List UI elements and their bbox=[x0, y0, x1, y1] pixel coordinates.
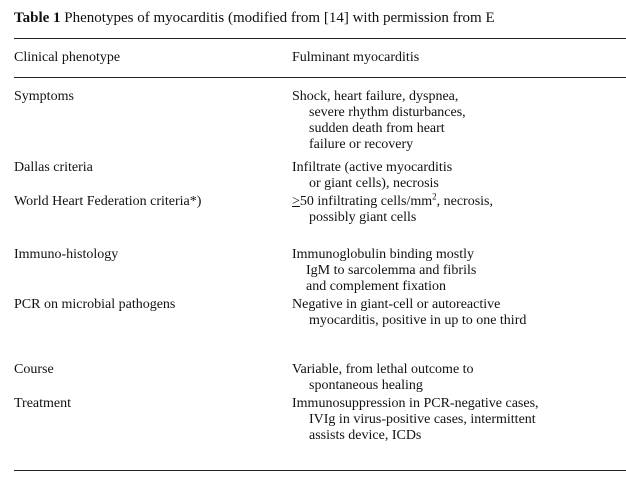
row-value bbox=[292, 89, 622, 153]
row-feature: PCR on microbial pathogens bbox=[14, 297, 176, 312]
row-feature: Dallas criteria bbox=[14, 160, 93, 175]
row-feature: Treatment bbox=[14, 396, 72, 411]
necrosis-text: , necrosis, bbox=[436, 194, 493, 209]
header-rule bbox=[14, 77, 626, 78]
value-line: or giant cells), necrosis bbox=[309, 176, 439, 191]
row-value bbox=[292, 247, 622, 295]
value-line: myocarditis, positive in up to one third bbox=[309, 313, 527, 328]
value-line: Shock, heart failure, dyspnea, bbox=[292, 89, 459, 104]
value-line bbox=[292, 191, 622, 210]
cell-count-text: 50 infiltrating cells/mm bbox=[299, 194, 433, 209]
row-value bbox=[292, 191, 622, 226]
value-line: IgM to sarcolemma and fibrils bbox=[306, 263, 477, 278]
value-line: and complement fixation bbox=[306, 279, 446, 294]
row-feature: Symptoms bbox=[14, 89, 74, 104]
value-line: possibly giant cells bbox=[309, 210, 417, 225]
greater-equal-symbol: > bbox=[292, 194, 300, 209]
superscript-two: 2 bbox=[432, 191, 437, 202]
table-caption bbox=[14, 8, 626, 28]
value-line: spontaneous healing bbox=[309, 378, 423, 393]
row-value bbox=[292, 362, 622, 394]
bottom-rule bbox=[14, 470, 626, 471]
table-title: Phenotypes of myocarditis (modified from [14] with permission from E bbox=[64, 10, 495, 26]
value-line: Immunoglobulin binding mostly bbox=[292, 247, 475, 262]
value-line: assists device, ICDs bbox=[309, 428, 422, 443]
value-line: Negative in giant-cell or autoreactive bbox=[292, 297, 501, 312]
header-clinical-phenotype: Clinical phenotype bbox=[14, 50, 121, 65]
row-value bbox=[292, 396, 622, 444]
table-label: Table 1 bbox=[14, 10, 61, 26]
row-feature: World Heart Federation criteria*) bbox=[14, 194, 202, 209]
value-line: IVIg in virus-positive cases, intermittent bbox=[309, 412, 536, 427]
value-line: severe rhythm disturbances, bbox=[309, 105, 466, 120]
row-feature: Immuno-histology bbox=[14, 247, 119, 262]
row-feature: Course bbox=[14, 362, 54, 377]
row-value bbox=[292, 160, 622, 192]
value-line: Infiltrate (active myocarditis bbox=[292, 160, 453, 175]
top-rule bbox=[14, 38, 626, 39]
value-line: Variable, from lethal outcome to bbox=[292, 362, 474, 377]
value-line: failure or recovery bbox=[309, 137, 414, 152]
header-fulminant-myocarditis: Fulminant myocarditis bbox=[292, 50, 420, 65]
value-line: Immunosuppression in PCR-negative cases, bbox=[292, 396, 539, 411]
row-value bbox=[292, 297, 622, 329]
value-line: sudden death from heart bbox=[309, 121, 445, 136]
